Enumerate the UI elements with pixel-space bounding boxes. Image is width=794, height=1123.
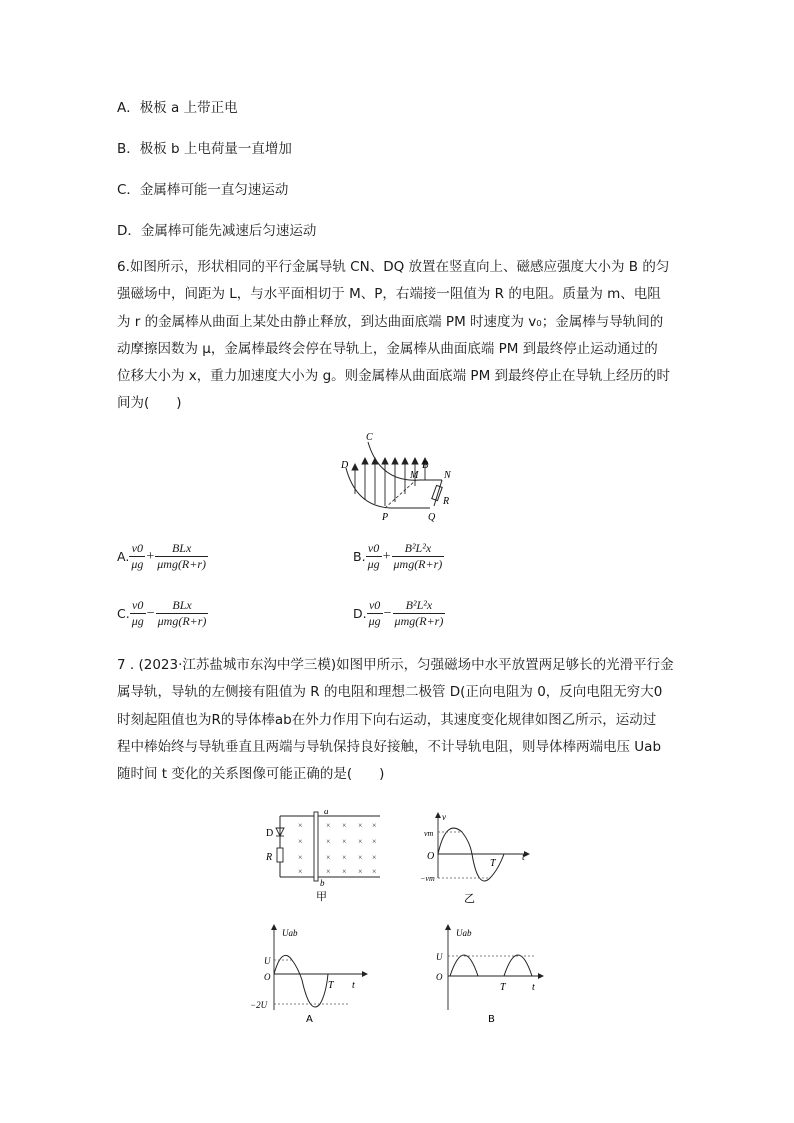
q6-line: 位移大小为 x，重力加速度大小为 g。则金属棒从曲面底端 PM 到最终停止在导轨上经历的时 bbox=[117, 368, 671, 385]
fraction: B²L²x μmg(R+r) bbox=[394, 598, 444, 628]
operator: + bbox=[382, 548, 391, 564]
svg-text:×: × bbox=[326, 867, 331, 876]
q7-line: 时刻起阻值也为R的导体棒ab在外力作用下向右运动，其速度变化规律如图乙所示，运动过 bbox=[117, 711, 657, 728]
label-t-period: T bbox=[328, 980, 334, 991]
svg-text:×: × bbox=[298, 867, 303, 876]
fraction: B²L²x μmg(R+r) bbox=[393, 541, 443, 571]
option-d: D．金属棒可能先减速后匀速运动 bbox=[117, 223, 317, 239]
axis-t: t bbox=[522, 852, 525, 863]
fraction: $\frac{v0}{\mu g}$ bbox=[367, 541, 380, 571]
choice-letter: B. bbox=[353, 549, 366, 564]
svg-text:×: × bbox=[298, 837, 303, 846]
axis-v: v bbox=[442, 812, 446, 822]
svg-text:×: × bbox=[342, 867, 347, 876]
caption-b: B bbox=[488, 1014, 495, 1025]
svg-text:×: × bbox=[342, 837, 347, 846]
label-a: a bbox=[324, 810, 329, 816]
option-b: B．极板 b 上电荷量一直增加 bbox=[117, 141, 292, 157]
q6-choice-b bbox=[353, 541, 444, 572]
operator: − bbox=[146, 605, 155, 621]
axis-uab: Uab bbox=[456, 928, 472, 938]
q6-line: 间为( ) bbox=[117, 395, 182, 412]
q7-line: 程中棒始终与导轨垂直且两端与导轨保持良好接触，不计导轨电阻，则导体棒两端电压 Uab bbox=[117, 738, 662, 755]
svg-text:×: × bbox=[372, 853, 377, 862]
choice-letter: A. bbox=[117, 549, 130, 564]
option-a: A．极板 a 上带正电 bbox=[117, 100, 238, 116]
svg-text:×: × bbox=[372, 867, 377, 876]
choice-letter: C. bbox=[117, 606, 130, 621]
label-neg-vm: −vm bbox=[420, 874, 435, 883]
q7-line: 属导轨，导轨的左侧接有阻值为 R 的电阻和理想二极管 D(正向电阻为 0，反向电阻无穷大0 bbox=[117, 684, 663, 701]
caption-a: A bbox=[306, 1014, 313, 1025]
fraction: $\frac{v0}{\mu g}$ bbox=[131, 598, 144, 628]
label-c: C bbox=[366, 432, 373, 443]
caption-yi: 乙 bbox=[464, 892, 475, 904]
q6-choice-c bbox=[117, 598, 208, 629]
svg-text:×: × bbox=[358, 821, 363, 830]
q6-line: 为 r 的金属棒从曲面上某处由静止释放，到达曲面底端 PM 时速度为 v₀；金属棒与导轨间的 bbox=[117, 313, 664, 330]
q7-line: 7 . (2023·江苏盐城市东沟中学三模)如图甲所示，匀强磁场中水平放置两足够长的光滑平行金 bbox=[117, 657, 674, 673]
label-b: b bbox=[320, 878, 325, 888]
label-p: P bbox=[382, 512, 389, 523]
svg-text:×: × bbox=[342, 821, 347, 830]
svg-text:×: × bbox=[298, 853, 303, 862]
q7-figure-a bbox=[248, 920, 374, 1028]
svg-text:×: × bbox=[326, 821, 331, 830]
question-7-stem bbox=[117, 652, 683, 788]
q7-figure-b bbox=[430, 920, 552, 1028]
q6-line: 强磁场中，间距为 L，与水平面相切于 M、P，右端接一阻值为 R 的电阻。质量为 m、电阻 bbox=[117, 286, 661, 303]
option-c: C．金属棒可能一直匀速运动 bbox=[117, 182, 289, 198]
q7-figure-yi bbox=[420, 812, 532, 904]
label-t-period: T bbox=[500, 982, 506, 993]
label-d: D bbox=[266, 828, 274, 839]
svg-text:×: × bbox=[358, 837, 363, 846]
axis-t: t bbox=[532, 982, 535, 993]
axis-uab: Uab bbox=[282, 928, 298, 938]
label-u: U bbox=[436, 952, 443, 962]
fraction: BLx μmg(R+r) bbox=[157, 541, 207, 571]
caption-jia: 甲 bbox=[316, 890, 327, 903]
axis-t: t bbox=[352, 980, 355, 991]
svg-text:×: × bbox=[326, 837, 331, 846]
label-vm: vm bbox=[424, 829, 434, 838]
question-6-stem bbox=[117, 254, 683, 418]
label-n: N bbox=[444, 470, 451, 481]
label-m: M bbox=[410, 470, 419, 481]
q6-line: 6.如图所示，形状相同的平行金属导轨 CN、DQ 放置在竖直向上、磁感应强度大小为 B 的匀 bbox=[117, 259, 670, 275]
label-b: B bbox=[422, 460, 429, 471]
operator: + bbox=[146, 548, 155, 564]
label-r: R bbox=[443, 496, 450, 507]
svg-text:×: × bbox=[326, 853, 331, 862]
fraction: $\frac{v0}{\mu g}$ bbox=[131, 541, 144, 571]
fraction: $\frac{v0}{\mu g}$ bbox=[368, 598, 381, 628]
fraction: BLx μmg(R+r) bbox=[157, 598, 207, 628]
label-o: O bbox=[427, 851, 435, 862]
label-neg-2u: −2U bbox=[250, 1000, 268, 1010]
q6-choice-d bbox=[353, 598, 445, 629]
svg-text:×: × bbox=[342, 853, 347, 862]
svg-text:×: × bbox=[372, 837, 377, 846]
choice-letter: D. bbox=[353, 606, 367, 621]
svg-text:×: × bbox=[358, 867, 363, 876]
q7-figure-jia bbox=[262, 810, 384, 904]
svg-text:×: × bbox=[372, 821, 377, 830]
svg-text:×: × bbox=[358, 853, 363, 862]
q6-line: 动摩擦因数为 μ，金属棒最终会停在导轨上，金属棒从曲面底端 PM 到最终停止运动通过的 bbox=[117, 340, 658, 357]
label-d: D bbox=[341, 460, 349, 471]
q6-choice-a bbox=[117, 541, 208, 572]
label-u: U bbox=[264, 956, 271, 966]
svg-text:×: × bbox=[298, 821, 303, 830]
label-t-period: T bbox=[490, 858, 496, 869]
label-o: O bbox=[436, 972, 443, 982]
label-q: Q bbox=[428, 512, 436, 523]
label-o: O bbox=[264, 972, 271, 982]
operator: − bbox=[383, 605, 392, 621]
q6-rail-figure bbox=[330, 428, 470, 526]
q7-line: 随时间 t 变化的关系图像可能正确的是( ) bbox=[117, 766, 385, 783]
label-r: R bbox=[266, 852, 273, 863]
